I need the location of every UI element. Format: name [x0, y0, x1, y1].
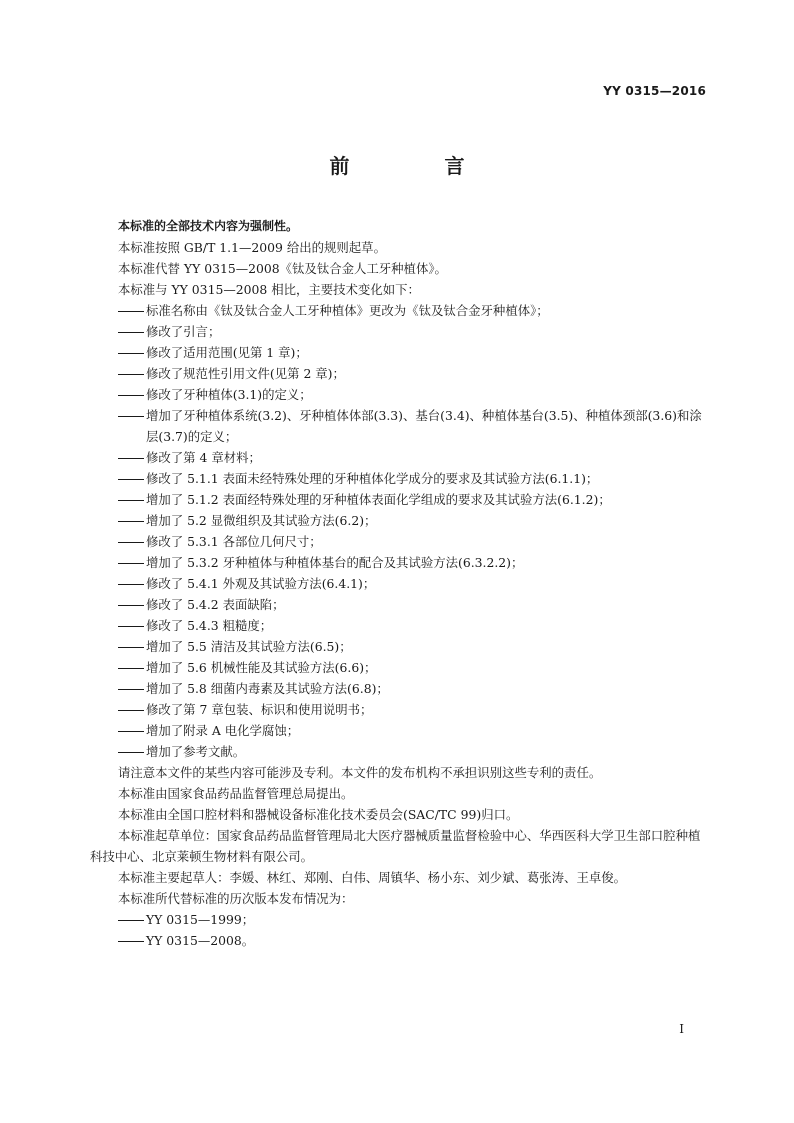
proposer-paragraph: 本标准由国家食品药品监督管理总局提出。 — [118, 786, 354, 801]
history-item — [90, 930, 706, 951]
change-item-text: 修改了 5.3.1 各部位几何尺寸； — [146, 534, 322, 549]
change-item-text: 修改了第 4 章材料； — [146, 450, 261, 465]
dash-mark — [118, 752, 146, 753]
dash-mark — [118, 647, 146, 648]
history-item — [90, 909, 706, 930]
dash-mark — [118, 542, 146, 543]
document-code: YY 0315—2016 — [603, 84, 706, 98]
change-item — [90, 720, 706, 741]
dash-mark — [118, 710, 146, 711]
change-item-text: 修改了第 7 章包装、标识和使用说明书； — [146, 702, 373, 717]
history-item-text: YY 0315—1999； — [146, 912, 255, 927]
technical-committee-paragraph: 本标准由全国口腔材料和器械设备标准化技术委员会(SAC/TC 99)归口。 — [118, 807, 519, 822]
change-item-text: 修改了 5.4.3 粗糙度； — [146, 618, 273, 633]
patent-notice-paragraph: 请注意本文件的某些内容可能涉及专利。本文件的发布机构不承担识别这些专利的责任。 — [118, 765, 602, 780]
change-item-text: 修改了 5.4.2 表面缺陷； — [146, 597, 285, 612]
change-item — [90, 342, 706, 363]
dash-mark — [118, 311, 146, 312]
dash-mark — [118, 479, 146, 480]
change-item — [90, 300, 706, 321]
dash-mark — [118, 920, 146, 921]
dash-mark — [118, 626, 146, 627]
dash-mark — [118, 731, 146, 732]
change-item — [90, 510, 706, 531]
change-item-text: 增加了牙种植体系统(3.2)、牙种植体体部(3.3)、基台(3.4)、种植体基台(3.5)、种植体颈部(3.6)和涂层(3.7)的定义； — [146, 408, 702, 444]
foreword-body — [90, 216, 706, 951]
dash-mark — [118, 668, 146, 669]
change-item-text: 修改了 5.1.1 表面未经特殊处理的牙种植体化学成分的要求及其试验方法(6.1.1)； — [146, 471, 599, 486]
change-item-text: 增加了参考文献。 — [146, 744, 246, 759]
dash-mark — [118, 521, 146, 522]
dash-mark — [118, 584, 146, 585]
change-item — [90, 363, 706, 384]
page-number: I — [679, 1022, 684, 1036]
change-item-text: 标准名称由《钛及钛合金人工牙种植体》更改为《钛及钛合金牙种植体》； — [146, 303, 549, 318]
replacement-paragraph: 本标准代替 YY 0315—2008《钛及钛合金人工牙种植体》。 — [118, 261, 447, 276]
version-history-list — [90, 909, 706, 951]
dash-mark — [118, 563, 146, 564]
change-item — [90, 657, 706, 678]
change-item — [90, 573, 706, 594]
dash-mark — [118, 605, 146, 606]
change-item — [90, 615, 706, 636]
change-item — [90, 552, 706, 573]
drafting-rules-paragraph: 本标准按照 GB/T 1.1—2009 给出的规则起草。 — [118, 240, 386, 255]
dash-mark — [118, 500, 146, 501]
change-item — [90, 699, 706, 720]
drafters-paragraph: 本标准主要起草人：李媛、林红、郑刚、白伟、周镇华、杨小东、刘少斌、葛张涛、王卓俊。 — [118, 870, 627, 885]
drafting-units-paragraph: 本标准起草单位：国家食品药品监督管理局北大医疗器械质量监督检验中心、华西医科大学卫生部口腔种植科技中心、北京莱顿生物材料有限公司。 — [90, 828, 701, 864]
change-item-text: 增加了 5.8 细菌内毒素及其试验方法(6.8)； — [146, 681, 389, 696]
change-item — [90, 447, 706, 468]
mandatory-statement: 本标准的全部技术内容为强制性。 — [118, 219, 299, 233]
change-item — [90, 489, 706, 510]
change-item-text: 增加了 5.3.2 牙种植体与种植体基台的配合及其试验方法(6.3.2.2)； — [146, 555, 524, 570]
dash-mark — [118, 353, 146, 354]
dash-mark — [118, 395, 146, 396]
dash-mark — [118, 416, 146, 417]
history-item-text: YY 0315—2008。 — [146, 933, 255, 948]
page-title: 前 言 — [329, 154, 509, 178]
change-item-text: 增加了 5.2 显微组织及其试验方法(6.2)； — [146, 513, 377, 528]
change-item — [90, 468, 706, 489]
change-item — [90, 531, 706, 552]
change-item — [90, 384, 706, 405]
changes-intro-paragraph: 本标准与 YY 0315—2008 相比，主要技术变化如下： — [118, 282, 420, 297]
change-item — [90, 636, 706, 657]
change-item-text: 增加了 5.5 清洁及其试验方法(6.5)； — [146, 639, 352, 654]
change-item — [90, 321, 706, 342]
change-item — [90, 678, 706, 699]
change-item — [90, 405, 706, 447]
change-item-text: 修改了 5.4.1 外观及其试验方法(6.4.1)； — [146, 576, 376, 591]
change-item — [90, 594, 706, 615]
dash-mark — [118, 458, 146, 459]
change-item-text: 修改了规范性引用文件(见第 2 章)； — [146, 366, 345, 381]
change-item-text: 增加了 5.1.2 表面经特殊处理的牙种植体表面化学组成的要求及其试验方法(6.1.2)； — [146, 492, 611, 507]
dash-mark — [118, 941, 146, 942]
change-item — [90, 741, 706, 762]
changes-list — [90, 300, 706, 762]
dash-mark — [118, 332, 146, 333]
change-item-text: 修改了牙种植体(3.1)的定义； — [146, 387, 312, 402]
change-item-text: 修改了引言； — [146, 324, 221, 339]
change-item-text: 增加了附录 A 电化学腐蚀； — [146, 723, 300, 738]
version-history-intro: 本标准所代替标准的历次版本发布情况为： — [118, 891, 354, 906]
dash-mark — [118, 374, 146, 375]
change-item-text: 增加了 5.6 机械性能及其试验方法(6.6)； — [146, 660, 377, 675]
dash-mark — [118, 689, 146, 690]
change-item-text: 修改了适用范围(见第 1 章)； — [146, 345, 308, 360]
